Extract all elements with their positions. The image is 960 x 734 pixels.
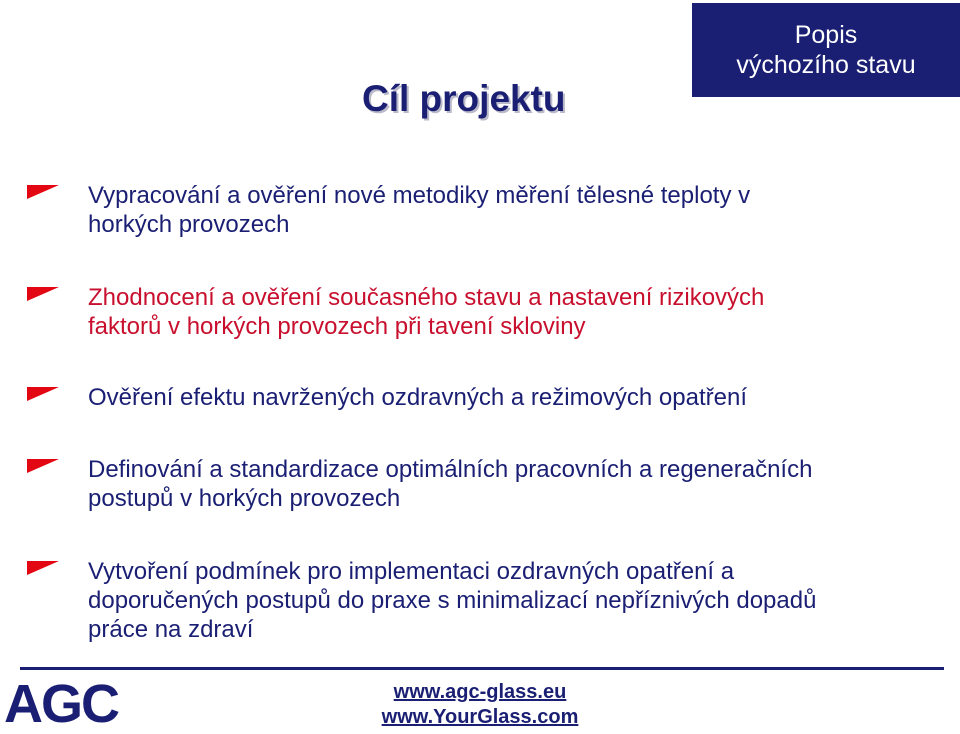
agc-logo: AGC xyxy=(4,674,118,734)
bullet-text: Definování a standardizace optimálních pracovních a regeneračních postupů v horkých provozech xyxy=(88,456,813,512)
red-flag-icon xyxy=(27,459,59,473)
bullet-text: Vypracování a ověření nové metodiky měření tělesné teploty v horkých provozech xyxy=(88,182,751,238)
footer-divider xyxy=(20,667,944,670)
footer-links xyxy=(300,680,660,730)
red-flag-icon xyxy=(27,287,59,301)
bullet-text: Ověření efektu navržených ozdravných a režimových opatření xyxy=(88,384,747,411)
red-flag-icon xyxy=(27,561,59,575)
nav-button-line2: výchozího stavu xyxy=(736,51,916,79)
link-yourglass[interactable]: www.YourGlass.com xyxy=(381,706,579,728)
bullet-text: Vytvoření podmínek pro implementaci ozdravných opatření a doporučených postupů do praxe s minimalizací nepříznivých dopadů práce na zdraví xyxy=(88,558,817,643)
page-title: Cíl projektu xyxy=(362,78,566,119)
red-flag-icon xyxy=(27,387,59,401)
red-flag-icon xyxy=(27,185,59,199)
link-agc-glass[interactable]: www.agc-glass.eu xyxy=(393,681,567,703)
bullet-text: Zhodnocení a ověření současného stavu a nastavení rizikových faktorů v horkých provozech při tavení skloviny xyxy=(88,284,765,340)
nav-button-line1: Popis xyxy=(794,21,858,49)
